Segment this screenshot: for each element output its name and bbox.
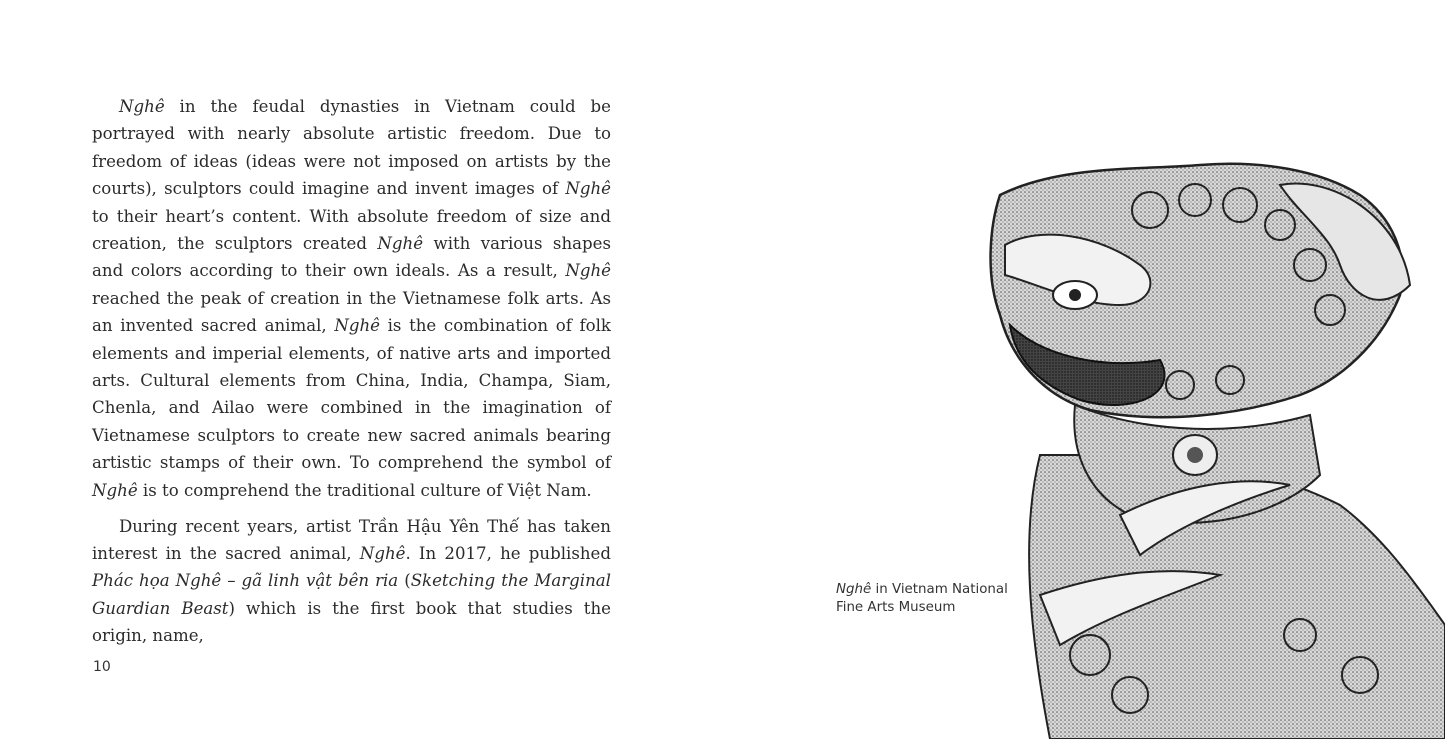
caption-line-1: in Vietnam National: [871, 582, 1008, 597]
italic-term: Nghê: [377, 234, 424, 254]
text-run: (: [398, 571, 411, 591]
italic-term: Nghê: [119, 97, 165, 116]
text-run: . In 2017, he published: [405, 544, 611, 563]
text-run: During recent years, artist Trần Hậu Yên Thế has taken interest in the sacred animal,: [92, 516, 611, 563]
caption-italic-term: Nghê: [836, 582, 872, 597]
paragraph-1: [92, 93, 611, 504]
statue-icon: [980, 155, 1445, 739]
text-run: in the feudal dynasties in Vietnam could be portrayed with nearly absolute artistic freedom. Due to freedom of ideas (ideas were not imposed on artists by the courts), sculptors could imagine and invent images of: [92, 97, 611, 199]
italic-term: Nghê: [92, 480, 138, 500]
nghe-statue-illustration: [980, 155, 1445, 739]
body-text: [92, 93, 611, 658]
paragraph-2: [92, 513, 611, 650]
text-run: with various shapes and colors according to their own ideals. As a result,: [92, 234, 611, 281]
text-run: is the combination of folk elements and imperial elements, of native arts and imported arts. Cultural elements from China, India, Champa, Siam, Chenla, and Ailao were combined in the imagination of Vietnamese sculptors to create new sacred animals bearing artistic stamps of their own. To comprehend the symbol of: [92, 316, 611, 473]
italic-term: Nghê: [334, 316, 380, 336]
text-run: reached the peak of creation in the Vietnamese folk arts. As an invented sacred animal,: [92, 288, 611, 336]
italic-book-title-translation: Sketching the Marginal Guardian Beast: [92, 571, 611, 618]
text-run: is to comprehend the traditional culture of Việt Nam.: [137, 480, 592, 500]
italic-book-title: Phác họa Nghê – gã linh vật bên ria: [92, 571, 399, 591]
text-run: ) which is the first book that studies the origin, name,: [92, 598, 611, 646]
italic-term: Nghê: [565, 261, 611, 281]
text-run: to their heart’s content. With absolute freedom of size and creation, the sculptors created: [92, 206, 611, 254]
italic-term: Nghê: [565, 179, 611, 199]
caption-line-2: Fine Arts Museum: [836, 600, 956, 615]
italic-term: Nghê: [359, 544, 406, 563]
page-number: 10: [93, 659, 111, 675]
